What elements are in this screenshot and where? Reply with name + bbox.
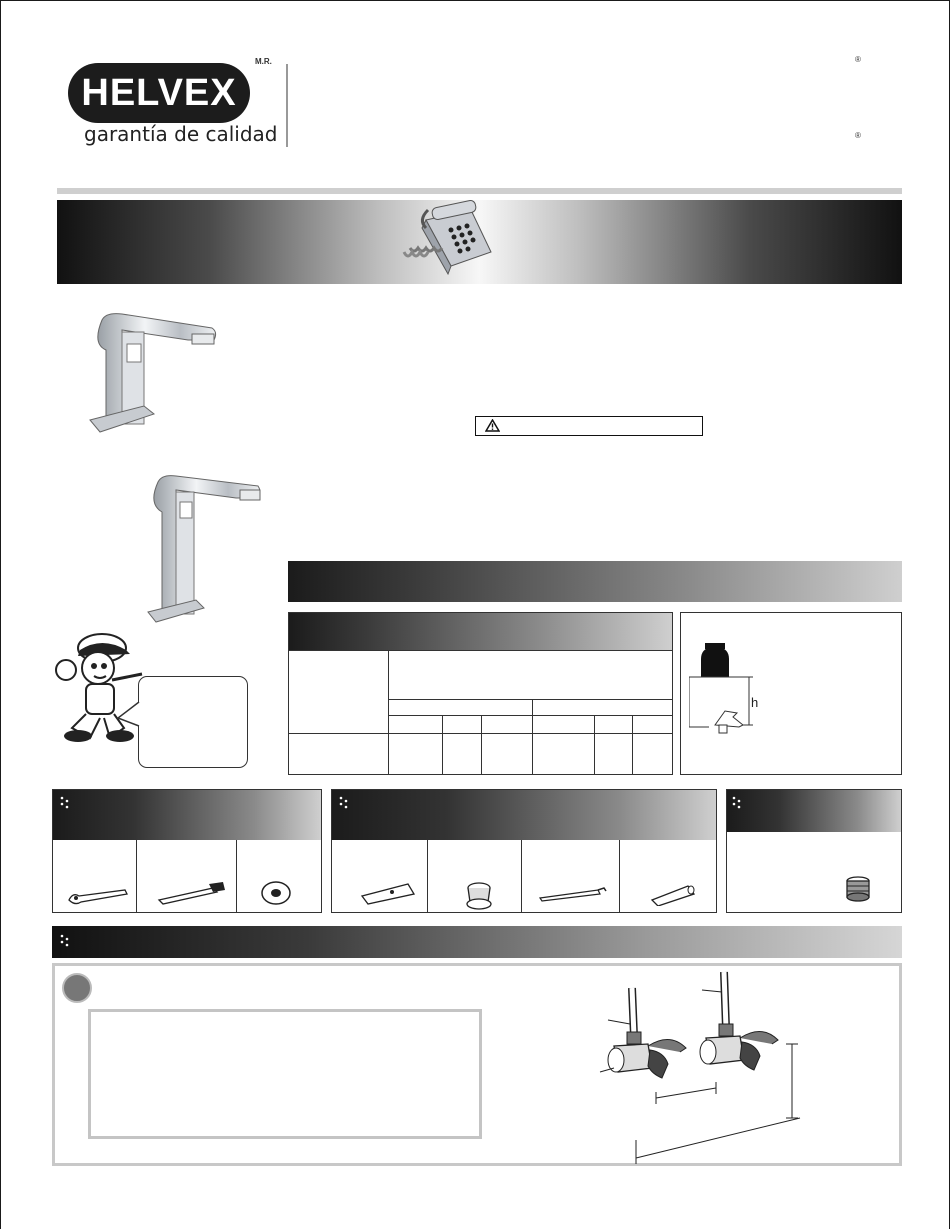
telephone-icon xyxy=(396,200,496,282)
tools-panel-included xyxy=(331,789,717,913)
specifications-table xyxy=(288,612,673,775)
dots-icon xyxy=(60,796,74,810)
dots-icon xyxy=(732,796,746,810)
pipe-wrench-icon xyxy=(155,880,227,906)
tools-panel-basic-header xyxy=(53,790,321,840)
faucet-tall-image xyxy=(140,472,265,630)
mascot-plumber-image xyxy=(50,628,150,748)
registered-symbol-top: ® xyxy=(855,55,861,64)
brand-tagline: garantía de calidad xyxy=(84,122,278,146)
socket-wrench-icon xyxy=(358,882,418,906)
specifications-header-bar xyxy=(288,561,902,602)
tools-panel-basic xyxy=(52,789,322,913)
adjustable-wrench-icon xyxy=(67,886,131,906)
dots-icon xyxy=(60,934,74,948)
tools-panel-included-header xyxy=(332,790,716,840)
brand-logo xyxy=(68,63,250,123)
registered-symbol-bottom: ® xyxy=(855,131,861,140)
tools-panel-spare-header xyxy=(727,790,901,832)
height-diagram xyxy=(680,612,902,775)
dots-icon xyxy=(339,796,353,810)
tools-panel-spare xyxy=(726,789,902,913)
step-number-badge xyxy=(62,973,92,1003)
aerator-icon xyxy=(845,876,871,904)
page-frame-top xyxy=(0,0,950,1)
allen-key-icon xyxy=(538,886,608,902)
mascot-speech-bubble xyxy=(138,676,248,768)
warning-triangle-icon xyxy=(485,419,500,432)
spec-table-header xyxy=(289,613,672,650)
header-divider xyxy=(286,64,288,147)
tank-diagram-icon xyxy=(689,639,889,739)
header-rule xyxy=(57,188,902,194)
installation-note-box xyxy=(88,1009,482,1139)
page-frame-left xyxy=(0,0,1,1229)
valves-installation-diagram xyxy=(590,968,820,1164)
speech-bubble-tail xyxy=(116,700,142,730)
brand-mark: M.R. xyxy=(255,57,272,66)
tube-tool-icon xyxy=(648,884,698,906)
brand-name: HELVEX xyxy=(81,71,237,114)
faucet-short-image xyxy=(82,310,222,438)
installation-header-bar xyxy=(52,926,902,958)
mounting-nut-icon xyxy=(464,882,494,910)
warning-box xyxy=(475,416,703,436)
teflon-tape-icon xyxy=(259,880,293,906)
height-label: h xyxy=(751,695,759,710)
